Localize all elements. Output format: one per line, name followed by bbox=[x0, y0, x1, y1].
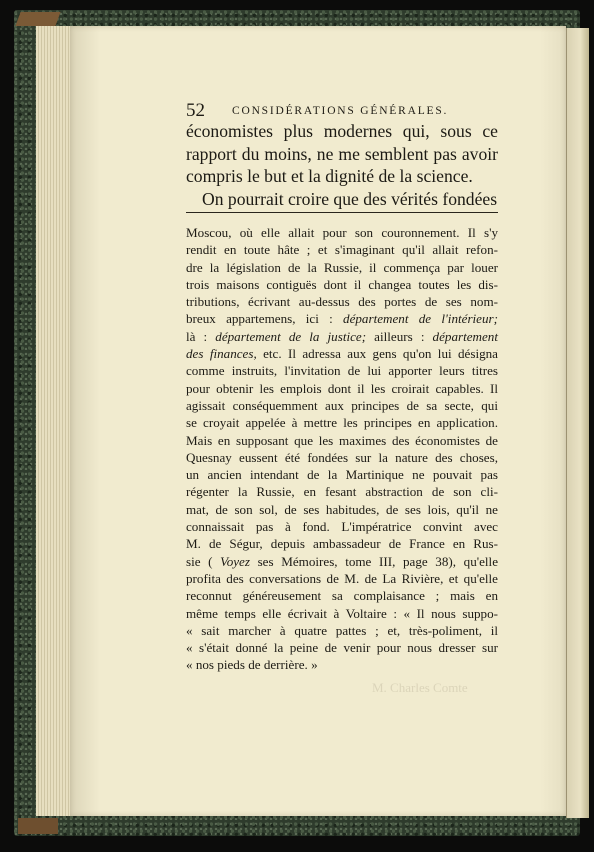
footnote-segment: ailleurs : bbox=[366, 328, 433, 344]
footnote-line bbox=[186, 553, 498, 570]
main-text bbox=[186, 120, 498, 210]
footnote-line bbox=[186, 501, 498, 518]
footnote-segment: breux appartemens, ici : bbox=[186, 311, 344, 327]
footnote-segment: même temps elle écrivait à Voltaire : « Il nous suppo- bbox=[186, 605, 498, 621]
footnote-segment: comme instruits, l'invitation de lui apporter leurs titres bbox=[186, 363, 498, 379]
footnote-segment: régenter la Russie, en fesant abstraction de son cli- bbox=[186, 484, 498, 500]
footnote-line bbox=[186, 414, 498, 431]
footnote bbox=[186, 224, 498, 674]
footnote-segment: connaissait pas à fond. L'impératrice convint avec bbox=[186, 519, 498, 535]
running-title: CONSIDÉRATIONS GÉNÉRALES. bbox=[232, 105, 449, 117]
page-number: 52 bbox=[186, 100, 205, 121]
footnote-italic-segment: département de la justice; bbox=[215, 328, 367, 344]
facing-page-edge bbox=[566, 28, 589, 818]
footnote-rule bbox=[186, 212, 498, 213]
footnote-line bbox=[186, 605, 498, 622]
footnote-segment: « s'était donné la peine de venir pour nous dresser sur bbox=[186, 640, 498, 656]
footnote-segment: profita des conversations de M. de La Rivière, et qu'elle bbox=[186, 570, 498, 586]
footnote-line bbox=[186, 345, 498, 362]
footnote-line bbox=[186, 241, 498, 258]
footnote-line bbox=[186, 276, 498, 293]
footnote-segment: pour obtenir les emplois dont il les croirait capables. Il bbox=[186, 380, 498, 396]
footnote-line bbox=[186, 397, 498, 414]
footnote-line bbox=[186, 587, 498, 604]
footnote-segment: tributions, écrivant au-dessus des portes de ses nom- bbox=[186, 294, 498, 310]
footnote-segment: dre la législation de la Russie, il commença par louer bbox=[186, 259, 498, 275]
cover-corner-top bbox=[15, 12, 60, 26]
page-stack-edges bbox=[36, 26, 73, 816]
footnote-line bbox=[186, 483, 498, 500]
footnote-segment: reconnut généreusement sa complaisance ; mais en bbox=[186, 588, 498, 604]
footnote-segment: Mais en supposant que les maximes des économistes de bbox=[186, 432, 498, 448]
footnote-line bbox=[186, 259, 498, 276]
footnote-line bbox=[186, 380, 498, 397]
footnote-line bbox=[186, 656, 498, 673]
footnote-segment: agissait conséquemment aux principes de sa secte, qui bbox=[186, 397, 498, 413]
footnote-line bbox=[186, 310, 498, 327]
footnote-line bbox=[186, 466, 498, 483]
footnote-segment: sie ( bbox=[186, 553, 221, 569]
paragraph-2: On pourrait croire que des vérités fondées bbox=[202, 188, 498, 209]
footnote-line bbox=[186, 449, 498, 466]
footnote-segment: « nos pieds de derrière. » bbox=[186, 657, 318, 673]
footnote-italic-segment: Voyez bbox=[220, 553, 250, 569]
bleed-through-text: M. Charles Comte bbox=[372, 680, 468, 695]
footnote-segment: mat, de son sol, de ses habitudes, de ses lois, qu'il ne bbox=[186, 501, 498, 517]
footnote-line bbox=[186, 328, 498, 345]
footnote-segment: se croyait appelée à mettre les principes en application. bbox=[186, 415, 498, 431]
cover-corner-bottom bbox=[18, 818, 58, 834]
paragraph-1: économistes plus modernes qui, sous ce rapport du moins, ne me semblent pas avoir compris le but et la dignité de la science. bbox=[186, 121, 498, 187]
footnote-segment: trois maisons contiguës dont il changea toutes les dis- bbox=[186, 276, 498, 292]
footnote-line bbox=[186, 639, 498, 656]
footnote-line bbox=[186, 535, 498, 552]
footnote-segment: rendit en toute hâte ; et s'imaginant qu'il allait refon- bbox=[186, 242, 498, 258]
footnote-segment: un ancien intendant de la Martinique ne pouvait pas bbox=[186, 467, 498, 483]
footnote-line bbox=[186, 224, 498, 241]
footnote-segment: etc. Il adressa aux gens qu'on lui désigna bbox=[256, 346, 498, 362]
footnote-line bbox=[186, 432, 498, 449]
footnote-segment: M. de Ségur, depuis ambassadeur de France en Rus- bbox=[186, 536, 498, 552]
footnote-segment: ses Mémoires, tome III, page 38), qu'elle bbox=[249, 553, 499, 569]
footnote-line bbox=[186, 570, 498, 587]
footnote-segment: « sait marcher à quatre pattes ; et, très-poliment, il bbox=[186, 622, 498, 638]
footnote-segment: là : bbox=[186, 328, 216, 344]
footnote-line bbox=[186, 622, 498, 639]
footnote-italic-segment: des finances, bbox=[186, 346, 257, 362]
footnote-italic-segment: département bbox=[432, 328, 498, 344]
footnote-italic-segment: département de l'intérieur; bbox=[343, 311, 498, 327]
footnote-line bbox=[186, 362, 498, 379]
footnote-line bbox=[186, 518, 498, 535]
footnote-segment: Moscou, où elle allait pour son couronnement. Il s'y bbox=[186, 225, 498, 240]
footnote-segment: Quesnay eussent été fondées sur la nature des choses, bbox=[186, 449, 498, 465]
footnote-line bbox=[186, 293, 498, 310]
